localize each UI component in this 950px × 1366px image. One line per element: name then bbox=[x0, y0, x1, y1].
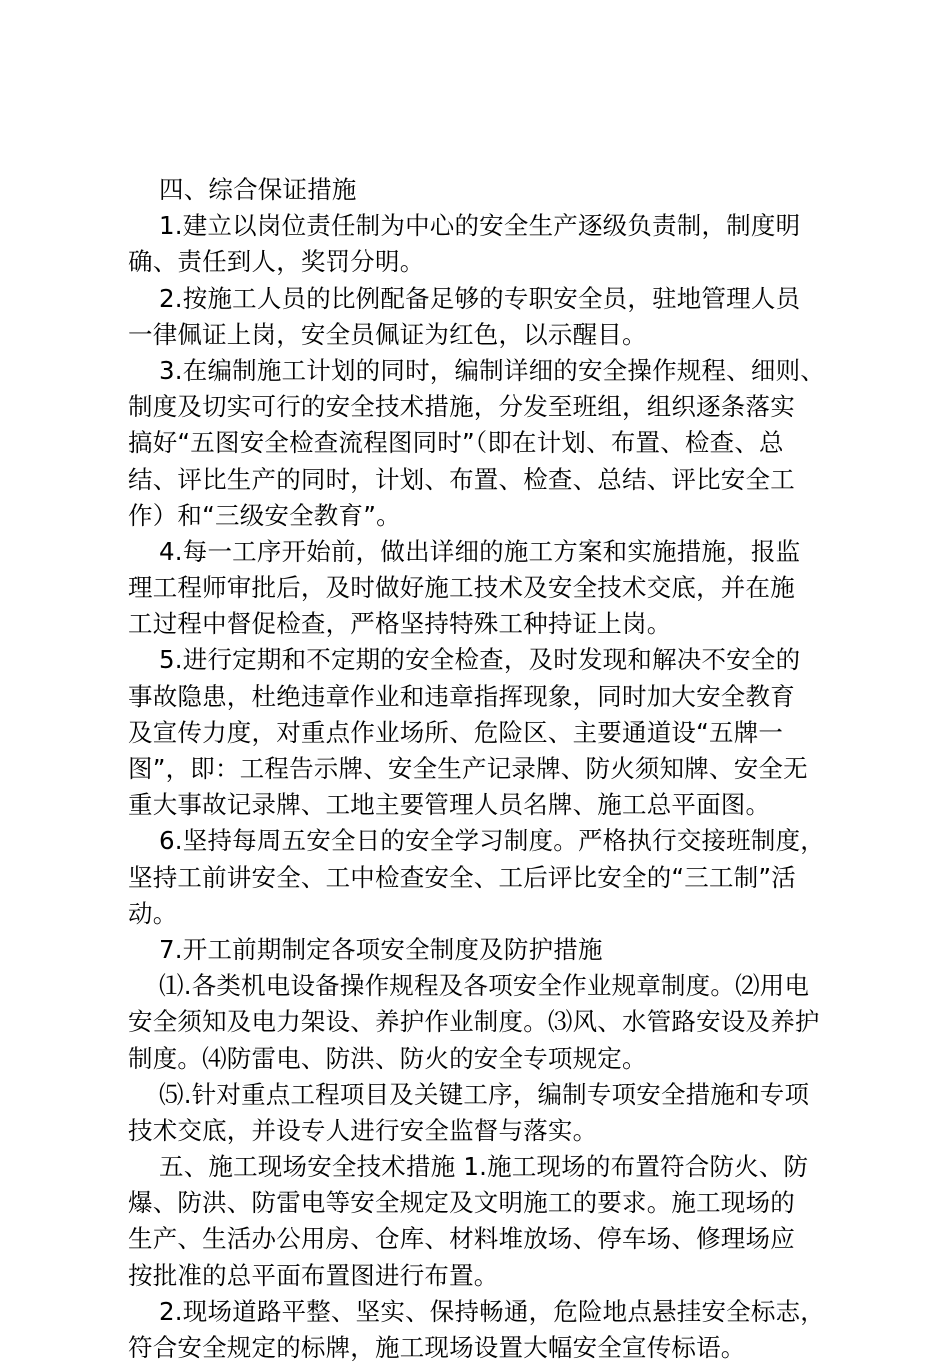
paragraph-line: 制度。⑷防雷电、防洪、防火的安全专项规定。 bbox=[128, 1043, 647, 1073]
paragraph-line: 安全须知及电力架设、养护作业制度。⑶风、水管路安设及养护 bbox=[128, 1007, 820, 1037]
paragraph-line: 符合安全规定的标牌，施工现场设置大幅安全宣传标语。 bbox=[128, 1333, 746, 1362]
paragraph-line: 爆、防洪、防雷电等安全规定及文明施工的要求。施工现场的 bbox=[128, 1188, 795, 1218]
paragraph-first-line: 五、施工现场安全技术措施 1.施工现场的布置符合防火、防 bbox=[159, 1152, 809, 1182]
paragraph-first-line: 1.建立以岗位责任制为中心的安全生产逐级负责制，制度明 bbox=[159, 211, 801, 241]
paragraph-line: 技术交底，并设专人进行安全监督与落实。 bbox=[128, 1115, 598, 1145]
paragraph-line: 生产、生活办公用房、仓库、材料堆放场、停车场、修理场应 bbox=[128, 1224, 795, 1254]
paragraph-line: 事故隐患，杜绝违章作业和违章指挥现象，同时加大安全教育 bbox=[128, 681, 795, 711]
paragraph-line: 作）和“三级安全教育”。 bbox=[128, 500, 401, 530]
paragraph-first-line: 3.在编制施工计划的同时，编制详细的安全操作规程、细则、 bbox=[159, 355, 825, 385]
paragraph-line: 坚持工前讲安全、工中检查安全、工后评比安全的“三工制”活 bbox=[128, 862, 796, 892]
paragraph-first-line: ⑸.针对重点工程项目及关键工序，编制专项安全措施和专项 bbox=[159, 1079, 810, 1109]
paragraph-line: 工过程中督促检查，严格坚持特殊工种持证上岗。 bbox=[128, 609, 672, 639]
paragraph-line: 动。 bbox=[128, 898, 178, 928]
paragraph-line: 理工程师审批后，及时做好施工技术及安全技术交底，并在施 bbox=[128, 573, 795, 603]
paragraph-line: 图”，即：工程告示牌、安全生产记录牌、防火须知牌、安全无 bbox=[128, 754, 808, 783]
paragraph-line: 及宣传力度，对重点作业场所、危险区、主要通道设“五牌一 bbox=[128, 717, 784, 747]
paragraph-first-line: 6.坚持每周五安全日的安全学习制度。严格执行交接班制度， bbox=[159, 826, 825, 856]
paragraph-line: 结、评比生产的同时，计划、布置、检查、总结、评比安全工 bbox=[128, 464, 795, 494]
paragraph-line: 重大事故记录牌、工地主要管理人员名牌、施工总平面图。 bbox=[128, 790, 771, 820]
paragraph-line: 制度及切实可行的安全技术措施，分发至班组，组织逐条落实 bbox=[128, 392, 795, 422]
paragraph-first-line: 4.每一工序开始前，做出详细的施工方案和实施措施，报监 bbox=[159, 536, 801, 566]
paragraph-line: 搞好“五图安全检查流程图同时”（即在计划、布置、检查、总 bbox=[128, 428, 784, 458]
paragraph-first-line: 2.现场道路平整、坚实、保持畅通，危险地点悬挂安全标志， bbox=[159, 1296, 825, 1326]
paragraph-line: 确、责任到人，奖罚分明。 bbox=[128, 247, 425, 277]
paragraph-first-line: ⑴.各类机电设备操作规程及各项安全作业规章制度。⑵用电 bbox=[159, 971, 810, 1001]
paragraph-line: 一律佩证上岗，安全员佩证为红色，以示醒目。 bbox=[128, 319, 647, 349]
paragraph-line: 按批准的总平面布置图进行布置。 bbox=[128, 1260, 499, 1290]
paragraph-first-line: 7.开工前期制定各项安全制度及防护措施 bbox=[159, 934, 603, 964]
paragraph-first-line: 5.进行定期和不定期的安全检查，及时发现和解决不安全的 bbox=[159, 645, 801, 675]
document-body bbox=[128, 172, 844, 1366]
paragraph-first-line: 2.按施工人员的比例配备足够的专职安全员，驻地管理人员 bbox=[159, 283, 801, 313]
paragraph-first-line: 四、综合保证措施 bbox=[159, 175, 357, 204]
